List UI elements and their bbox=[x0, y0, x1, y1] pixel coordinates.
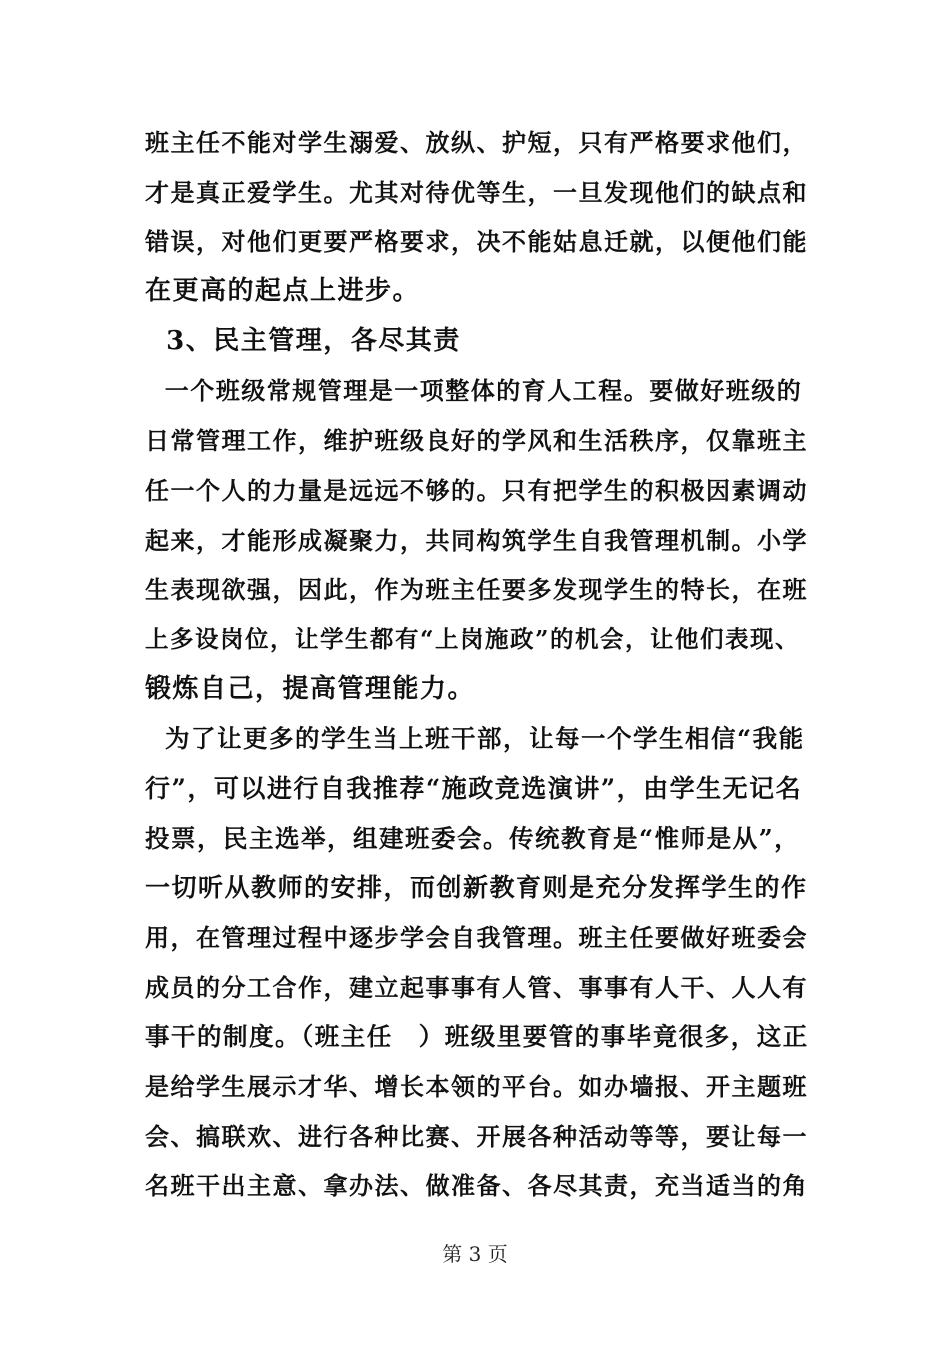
text-line: 生表现欲强，因此，作为班主任要多发现学生的特长，在班 bbox=[145, 575, 808, 605]
text-line: 是给学生展示才华、增长本领的平台。如办墙报、开主题班 bbox=[145, 1072, 808, 1102]
body-text bbox=[145, 118, 810, 1211]
text-line: 一切听从教师的安排，而创新教育则是充分发挥学生的作 bbox=[145, 873, 808, 903]
text-line: 在更高的起点上进步。 bbox=[145, 276, 421, 307]
text-line: 行”，可以进行自我推荐“施政竞选演讲”，由学生无记名 bbox=[145, 773, 803, 803]
text-line: 事干的制度。（班主任 ）班级里要管的事毕竟很多，这正 bbox=[145, 1022, 809, 1052]
page-number: 第 3 页 bbox=[442, 1242, 508, 1266]
text-line: 日常管理工作，维护班级良好的学风和生活秩序，仅靠班主 bbox=[145, 426, 808, 456]
text-line: 一个班级常规管理是一项整体的育人工程。要做好班级的 bbox=[145, 376, 803, 406]
text-line: 成员的分工合作，建立起事事有人管、事事有人干、人人有 bbox=[145, 972, 808, 1002]
text-line: 为了让更多的学生当上班干部，让每一个学生相信“我能 bbox=[145, 724, 805, 754]
text-line: 名班干出主意、拿办法、做准备、各尽其责，充当适当的角 bbox=[145, 1171, 808, 1201]
text-line: 任一个人的力量是远远不够的。只有把学生的积极因素调动 bbox=[145, 475, 808, 505]
text-line: 班主任不能对学生溺爱、放纵、护短，只有严格要求他们， bbox=[145, 128, 808, 157]
text-line: 投票，民主选举，组建班委会。传统教育是“惟师是从”， bbox=[145, 823, 801, 853]
text-line: 会、搞联欢、进行各种比赛、开展各种活动等等，要让每一 bbox=[145, 1121, 808, 1151]
text-line: 起来，才能形成凝聚力，共同构筑学生自我管理机制。小学 bbox=[145, 525, 808, 555]
section-heading: 3、民主管理，各尽其责 bbox=[145, 325, 461, 356]
text-line: 锻炼自己，提高管理能力。 bbox=[145, 673, 476, 704]
text-line: 用，在管理过程中逐步学会自我管理。班主任要做好班委会 bbox=[145, 923, 808, 952]
text-line: 才是真正爱学生。尤其对待优等生，一旦发现他们的缺点和 bbox=[145, 177, 808, 207]
text-line: 错误，对他们更要严格要求，决不能姑息迁就，以便他们能 bbox=[145, 227, 808, 257]
text-line: 上多设岗位，让学生都有“上岗施政”的机会，让他们表现、 bbox=[145, 624, 801, 653]
